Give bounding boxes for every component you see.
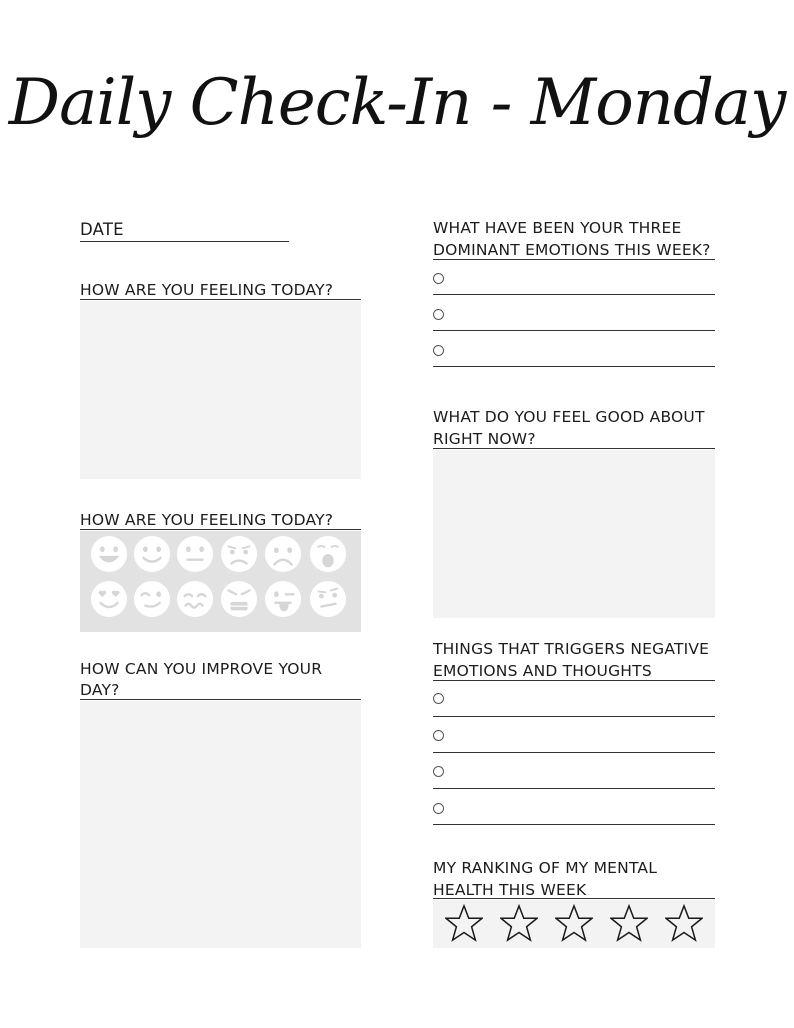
- improve-day-notes-box[interactable]: [80, 701, 361, 948]
- feeling-today-rule: [80, 299, 361, 300]
- wink-face-icon[interactable]: [133, 580, 171, 618]
- feeling-today-notes-box[interactable]: [80, 301, 361, 479]
- trigger-4-line[interactable]: [433, 824, 715, 825]
- smile-face-icon[interactable]: [133, 535, 171, 573]
- tongue-out-face-icon[interactable]: [264, 580, 302, 618]
- sad-face-icon[interactable]: [220, 535, 258, 573]
- emotion-3-bullet[interactable]: [433, 345, 444, 356]
- improve-day-label-line1: HOW CAN YOU IMPROVE YOUR: [80, 660, 323, 678]
- surprised-face-icon[interactable]: [309, 535, 347, 573]
- triggers-label-line2: EMOTIONS AND THOUGHTS: [433, 662, 652, 680]
- emotion-2-line[interactable]: [433, 330, 715, 331]
- neutral-face-icon[interactable]: [176, 535, 214, 573]
- triggers-rule: [433, 680, 715, 681]
- rating-star-3-icon[interactable]: [555, 904, 593, 942]
- ranking-rule: [433, 898, 715, 899]
- mood-rule: [80, 529, 361, 530]
- emotions-label-line2: DOMINANT EMOTIONS THIS WEEK?: [433, 241, 711, 259]
- triggers-label-line1: THINGS THAT TRIGGERS NEGATIVE: [433, 640, 710, 658]
- rating-star-2-icon[interactable]: [500, 904, 538, 942]
- mood-label: HOW ARE YOU FEELING TODAY?: [80, 511, 334, 529]
- feeling-today-label: HOW ARE YOU FEELING TODAY?: [80, 281, 334, 299]
- trigger-2-line[interactable]: [433, 752, 715, 753]
- frown-face-icon[interactable]: [264, 535, 302, 573]
- feel-good-label-line1: WHAT DO YOU FEEL GOOD ABOUT: [433, 408, 705, 426]
- trigger-1-bullet[interactable]: [433, 693, 444, 704]
- heart-eyes-face-icon[interactable]: [90, 580, 128, 618]
- emotion-3-line[interactable]: [433, 366, 715, 367]
- date-label: DATE: [80, 220, 124, 239]
- wavy-mouth-face-icon[interactable]: [176, 580, 214, 618]
- trigger-4-bullet[interactable]: [433, 803, 444, 814]
- trigger-2-bullet[interactable]: [433, 730, 444, 741]
- emotion-1-line[interactable]: [433, 294, 715, 295]
- feel-good-notes-box[interactable]: [433, 450, 715, 618]
- emotions-label-line1: WHAT HAVE BEEN YOUR THREE: [433, 219, 682, 237]
- page-title: Daily Check-In - Monday: [8, 66, 786, 140]
- feel-good-label-line2: RIGHT NOW?: [433, 430, 536, 448]
- angry-face-icon[interactable]: [220, 580, 258, 618]
- trigger-3-bullet[interactable]: [433, 766, 444, 777]
- improve-day-label-line2: DAY?: [80, 681, 120, 699]
- emotion-2-bullet[interactable]: [433, 309, 444, 320]
- rating-star-4-icon[interactable]: [610, 904, 648, 942]
- rating-star-5-icon[interactable]: [665, 904, 703, 942]
- trigger-1-line[interactable]: [433, 716, 715, 717]
- ranking-label-line1: MY RANKING OF MY MENTAL: [433, 859, 658, 877]
- big-smile-face-icon[interactable]: [90, 535, 128, 573]
- improve-day-rule: [80, 699, 361, 700]
- date-field-line[interactable]: [80, 241, 289, 242]
- rating-star-1-icon[interactable]: [445, 904, 483, 942]
- emotion-1-bullet[interactable]: [433, 273, 444, 284]
- skeptical-face-icon[interactable]: [309, 580, 347, 618]
- trigger-3-line[interactable]: [433, 788, 715, 789]
- ranking-label-line2: HEALTH THIS WEEK: [433, 881, 587, 899]
- emotions-rule: [433, 259, 715, 260]
- feel-good-rule: [433, 448, 715, 449]
